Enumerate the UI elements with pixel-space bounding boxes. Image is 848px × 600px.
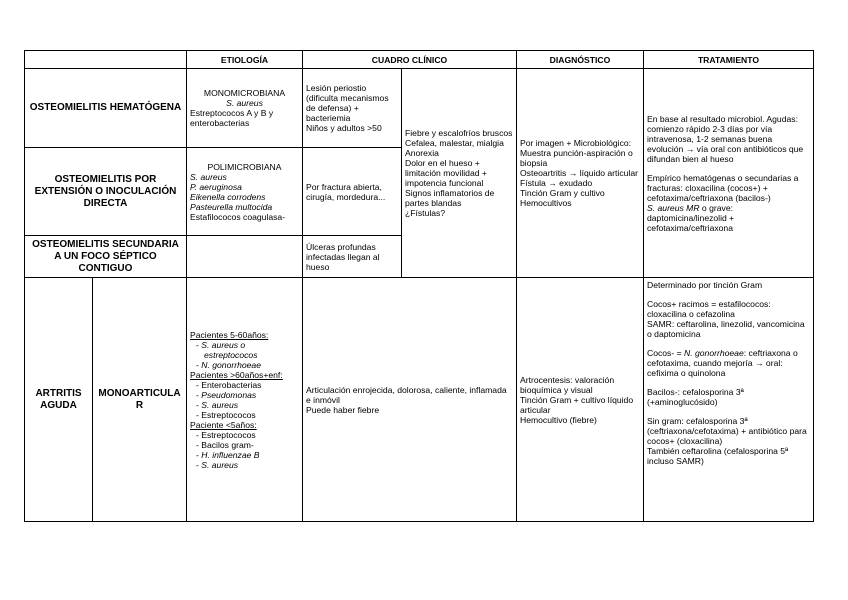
header-diagnostico: DIAGNÓSTICO	[517, 51, 644, 69]
etiologia-list-item: - Enterobacterias	[196, 380, 299, 390]
tratamiento-text: : ceftriaxona o cefotaxima, cuando mejoría → oral: cefixima o quinolona	[647, 348, 798, 378]
etiologia-line: S. aureus	[226, 98, 263, 108]
etiologia-hematogena	[187, 69, 303, 148]
cuadro-secundaria: Úlceras profundas infectadas llegan al hueso	[303, 236, 402, 278]
cuadro-hematogena: Lesión periostio (dificulta mecanismos de defensa) + bacteriemia Niños y adultos >50	[303, 69, 402, 148]
etiologia-group-title: Pacientes 5-60años:	[190, 329, 269, 340]
tratamiento-paragraph: Empírico hematógenas o secundarias a fracturas: cloxacilina (cocos+) + cefotaxima/ceftriaxona (bacilos-)	[647, 172, 799, 203]
tratamiento-paragraph: Bacilos-: cefalosporina 3ª (+aminoglucósido)	[647, 387, 744, 407]
etiologia-list-item: - S. aureus	[196, 400, 299, 410]
etiologia-title: MONOMICROBIANA	[203, 88, 286, 98]
etiologia-list-item: - N. gonorrhoeae	[196, 360, 299, 370]
row-artritis	[25, 278, 814, 522]
tratamiento-text: Cocos- =	[647, 348, 685, 358]
etiologia-group2-list	[190, 380, 299, 420]
row-osteo-hematogena	[25, 69, 814, 148]
header-cuadro-clinico: CUADRO CLÍNICO	[303, 51, 517, 69]
etiologia-list-item: - Estreptococos	[196, 410, 299, 420]
etiologia-list-item: - H. influenzae B	[196, 450, 299, 460]
row-title-osteo-secundaria: OSTEOMIELITIS SECUNDARIA A UN FOCO SÉPTICO CONTIGUO	[25, 236, 187, 278]
etiologia-list-item: - S. aureus o estreptococos	[196, 340, 299, 360]
etiologia-title: POLIMICROBIANA	[207, 161, 282, 172]
tratamiento-osteomielitis	[644, 69, 814, 278]
etiologia-item: P. aeruginosa	[190, 181, 242, 192]
medical-table	[24, 50, 814, 522]
tratamiento-text: o grave: daptomicina/linezolid + cefotaxima/ceftriaxona	[647, 202, 735, 233]
tratamiento-italic: N. gonorrhoeae	[684, 348, 744, 358]
etiologia-item: S. aureus	[190, 171, 227, 182]
etiologia-list-item: - Pseudomonas	[196, 390, 299, 400]
etiologia-group3-list	[190, 430, 299, 470]
header-etiologia: ETIOLOGÍA	[187, 51, 303, 69]
diagnostico-artritis: Artrocentesis: valoración bioquímica y visual Tinción Gram + cultivo líquido articular Hemocultivo (fiebre)	[517, 278, 644, 522]
tratamiento-paragraph: Cocos+ racimos = estafilococos: cloxacilina o cefazolina SAMR: ceftarolina, linezolid, vancomicina o daptomicina	[647, 299, 805, 339]
tratamiento-italic: S. aureus MR	[647, 202, 700, 213]
etiologia-line: Estreptococos A y B y enterobacterias	[190, 108, 274, 128]
row-title-osteo-extension: OSTEOMIELITIS POR EXTENSIÓN O INOCULACIÓN DIRECTA	[25, 148, 187, 236]
tratamiento-paragraph: En base al resultado microbiol. Agudas: comienzo rápido 2-3 días por vía intravenosa, 1-2 semanas buena evolución → vía oral con antibióticos que difundan bien al hueso	[647, 113, 804, 164]
etiologia-item: Pasteurella multocida	[190, 201, 273, 212]
row-title-osteo-hematogena: OSTEOMIELITIS HEMATÓGENA	[25, 69, 187, 148]
tratamiento-paragraph: Sin gram: cefalosporina 3ª (ceftriaxona/cefotaxima) + antibiótico para cocos+ (cloxacilina) También ceftarolina (cefalosporina 5ª incluso SAMR)	[647, 416, 807, 466]
etiologia-artritis	[187, 278, 303, 522]
tratamiento-paragraph	[647, 348, 810, 378]
etiologia-group-title: Paciente <5años:	[190, 419, 257, 430]
etiologia-item: Estafilococos coagulasa-	[190, 211, 286, 222]
cuadro-artritis: Articulación enrojecida, dolorosa, caliente, inflamada e inmóvil Puede haber fiebre	[303, 278, 517, 522]
tratamiento-artritis	[644, 278, 814, 522]
etiologia-secundaria	[187, 236, 303, 278]
row-title-artritis: ARTRITIS AGUDA	[25, 278, 93, 522]
diagnostico-osteomielitis: Por imagen + Microbiológico: Muestra punción-aspiración o biopsia Osteoartritis → líquido articular Fístula → exudado Tinción Gram y cultivo Hemocultivos	[517, 69, 644, 278]
cuadro-extension: Por fractura abierta, cirugía, mordedura...	[303, 148, 402, 236]
etiologia-list-item: - Estreptococos	[196, 430, 299, 440]
tratamiento-paragraph	[647, 203, 810, 233]
tratamiento-paragraph: Determinado por tinción Gram	[647, 280, 763, 290]
row-subtitle-monoarticular: MONOARTICULAR	[93, 278, 187, 522]
etiologia-list-item: - Bacilos gram-	[196, 440, 299, 450]
etiologia-group-title: Pacientes >60años+enf:	[190, 369, 283, 380]
header-blank	[25, 51, 187, 69]
header-tratamiento: TRATAMIENTO	[644, 51, 814, 69]
header-row	[25, 51, 814, 69]
etiologia-list-item: - S. aureus	[196, 460, 299, 470]
etiologia-item: Eikenella corrodens	[190, 191, 266, 202]
sintomas-osteomielitis: Fiebre y escalofríos bruscos Cefalea, malestar, mialgia Anorexia Dolor en el hueso + limitación movilidad + impotencia funcional Signos inflamatorios de partes blandas ¿Fístulas?	[402, 69, 517, 278]
etiologia-extension	[187, 148, 303, 236]
